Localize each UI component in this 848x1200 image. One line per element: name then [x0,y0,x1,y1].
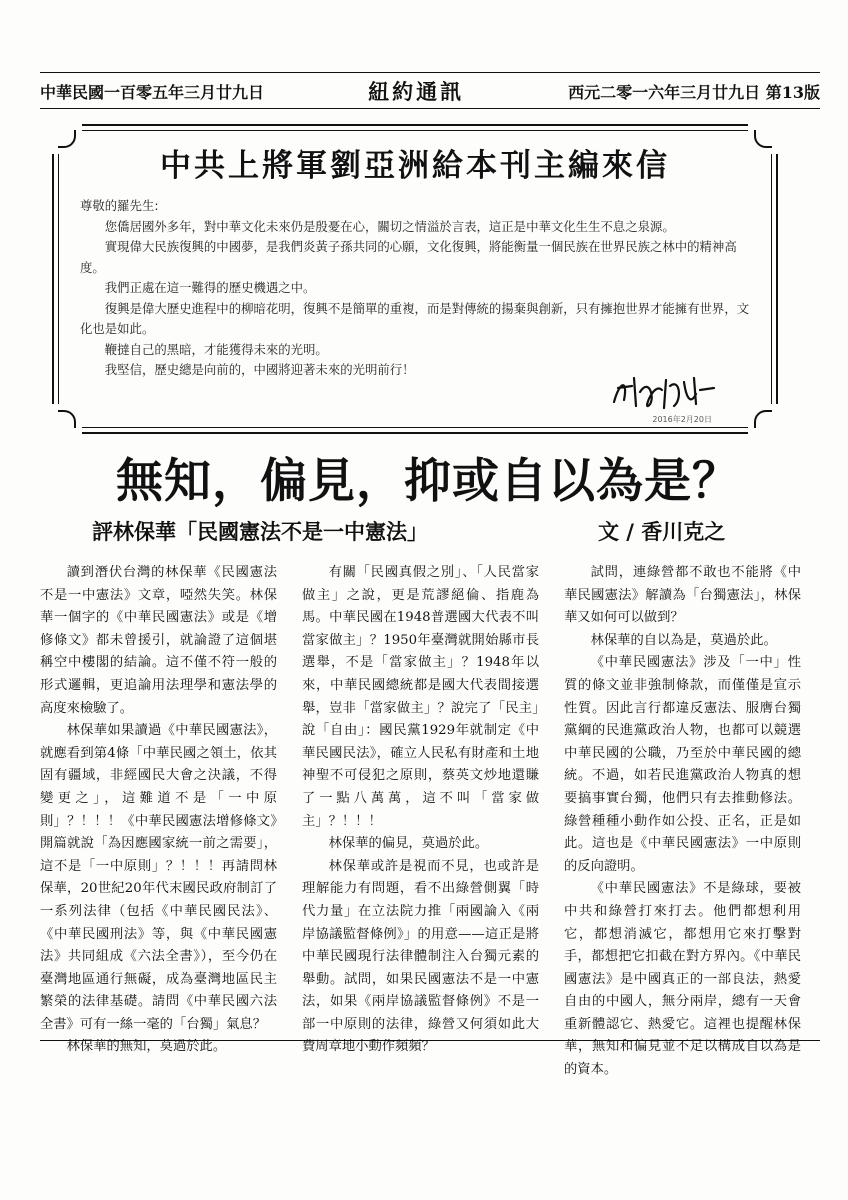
letter-paragraph: 實現偉大民族復興的中國夢，是我們炎黃子孫共同的心願，文化復興，將能衡量一個民族在世界民族之林中的精神高度。 [80,239,737,275]
letter-paragraph: 我堅信，歷史總是向前的，中國將迎著未來的光明前行！ [104,362,415,377]
signature-date: 2016年2月20日 [652,415,712,424]
article-paragraph: 林保華的自以為是，莫過於此。 [590,632,777,648]
header-bottom-rule [40,108,820,109]
header-top-rule [40,72,820,73]
bottom-rule [40,1040,820,1041]
page-header [40,76,820,106]
article-paragraph: 林保華或許是視而不見，也或許是理解能力有問題，看不出綠營側翼「時代力量」在立法院力推「兩國論入《兩岸協議監督條例》」的用意——這正是將中華民國現行法律體制注入台獨元素的舉動。試問，如果民國憲法不是一中憲法，如果《兩岸協議監督條例》不是一部一中原則的法律，綠營又何須如此大費周章地小動作頻頻？ [302,858,539,1055]
letter-paragraph: 我們正處在這一難得的歷史機遇之中。 [104,280,316,295]
ornament-corner-icon [52,404,82,434]
letter-title: 中共上將軍劉亞洲給本刊主編來信 [160,148,670,184]
article-column-1 [40,562,277,1059]
article-subheadline: 評林保華「民國憲法不是一中憲法」 [92,520,428,544]
article-paragraph: 林保華如果讀過《中華民國憲法》，就應看到第4條「中華民國之領土，依其固有疆域，非經國民大會之決議，不得變更之」，這難道不是「一中原則」？！！！《中華民國憲法增修條文》開篇就說「為因應國家統一前之需要」，這不是「一中原則」？！！！再請問林保華，20世紀20年代末國民政府制訂了一系列法律（包括《中華民國民法》、《中華民國刑法》等，與《中華民國憲法》共同組成《六法全書》），至今仍在臺灣地區通行無礙，成為臺灣地區民主繁榮的法律基礎。請問《中華民國六法全書》可有一絲一毫的「台獨」氣息？ [40,723,277,1032]
ornament-corner-icon [748,404,778,434]
article-paragraph: 試問，連綠營都不敢也不能將《中華民國憲法》解讀為「台獨憲法」，林保華又如何可以做到？ [564,565,801,626]
letter-body [80,196,752,381]
article-paragraph: 林保華的無知，莫過於此。 [66,1039,227,1055]
article-column-2 [302,562,539,1059]
masthead: 紐約通訊 [368,79,465,104]
article-paragraph: 《中華民國憲法》不是綠球，要被中共和綠營打來打去。他們都想利用它，都想消滅它，都想用它來打擊對手，都想把它扣截在對方界內。《中華民國憲法》是中國真正的一部良法，熱愛自由的中國人，無分兩岸，總有一天會重新體認它、熱愛它。這裡也提醒林保華，無知和偏見並不足以構成自以為是的資本。 [564,881,801,1078]
article-paragraph: 有關「民國真假之別」、「人民當家做主」之說，更是荒謬絕倫、指鹿為馬。中華民國在1948普選國大代表不叫當家做主」？1950年臺灣就開始縣市長選舉，不是「當家做主」？1948年以來，中華民國總統都是國大代表間接選舉，豈非「當家做主」？說完了「民主」說「自由」：國民黨1929年就制定《中華民國民法》，確立人民私有財產和土地神聖不可侵犯之原則，蔡英文炒地還賺了一點八萬萬，這不叫「當家做主」？！！！ [302,565,539,829]
letter-paragraph: 復興是偉大歷史進程中的柳暗花明，復興不是簡單的重複，而是對傳統的揚棄與創新，只有擁抱世界才能擁有世界，文化也是如此。 [80,300,750,336]
article-paragraph: 林保華的偏見，莫過於此。 [328,836,489,852]
article-column-3 [564,562,801,1082]
article-byline: 文 / 香川克之 [598,520,726,544]
letter-paragraph: 鞭撻自己的黑暗，才能獲得未來的光明。 [104,341,328,357]
date-ad-page-number: 西元二零一六年三月廿九日 第13版 [568,82,820,102]
handwritten-signature-icon [610,372,720,416]
date-roc: 中華民國一百零五年三月廿九日 [40,82,265,102]
letter-paragraph: 您僑居國外多年，對中華文化未來仍是殷憂在心，關切之情溢於言表，這正是中華文化生生不息之泉源。 [104,218,675,234]
article-paragraph: 讀到潛伏台灣的林保華《民國憲法不是一中憲法》文章，啞然失笑。林保華一個字的《中華民國憲法》或是《增修條文》都未曾援引，就論證了這個堪稱空中樓閣的結論。這不僅不符一般的形式邏輯，更追論用法理學和憲法學的高度來檢驗了。 [40,565,277,716]
letter-salutation: 尊敬的羅先生: [80,198,159,213]
article-paragraph: 《中華民國憲法》涉及「一中」性質的條文並非強制條款，而僅僅是宣示性質。因此言行都違反憲法、服膺台獨黨綱的民進黨政治人物，也都可以競選中華民國的公職，乃至於中華民國的總統。不過，如若民進黨政治人物真的想要搞事實台獨，他們只有去推動修法。綠營種種小動作如公投、正名，正是如此。這也是《中華民國憲法》一中原則的反向證明。 [564,655,801,874]
article-headline: 無知，偏見，抑或自以為是？ [116,454,740,509]
letter-box [52,124,778,434]
